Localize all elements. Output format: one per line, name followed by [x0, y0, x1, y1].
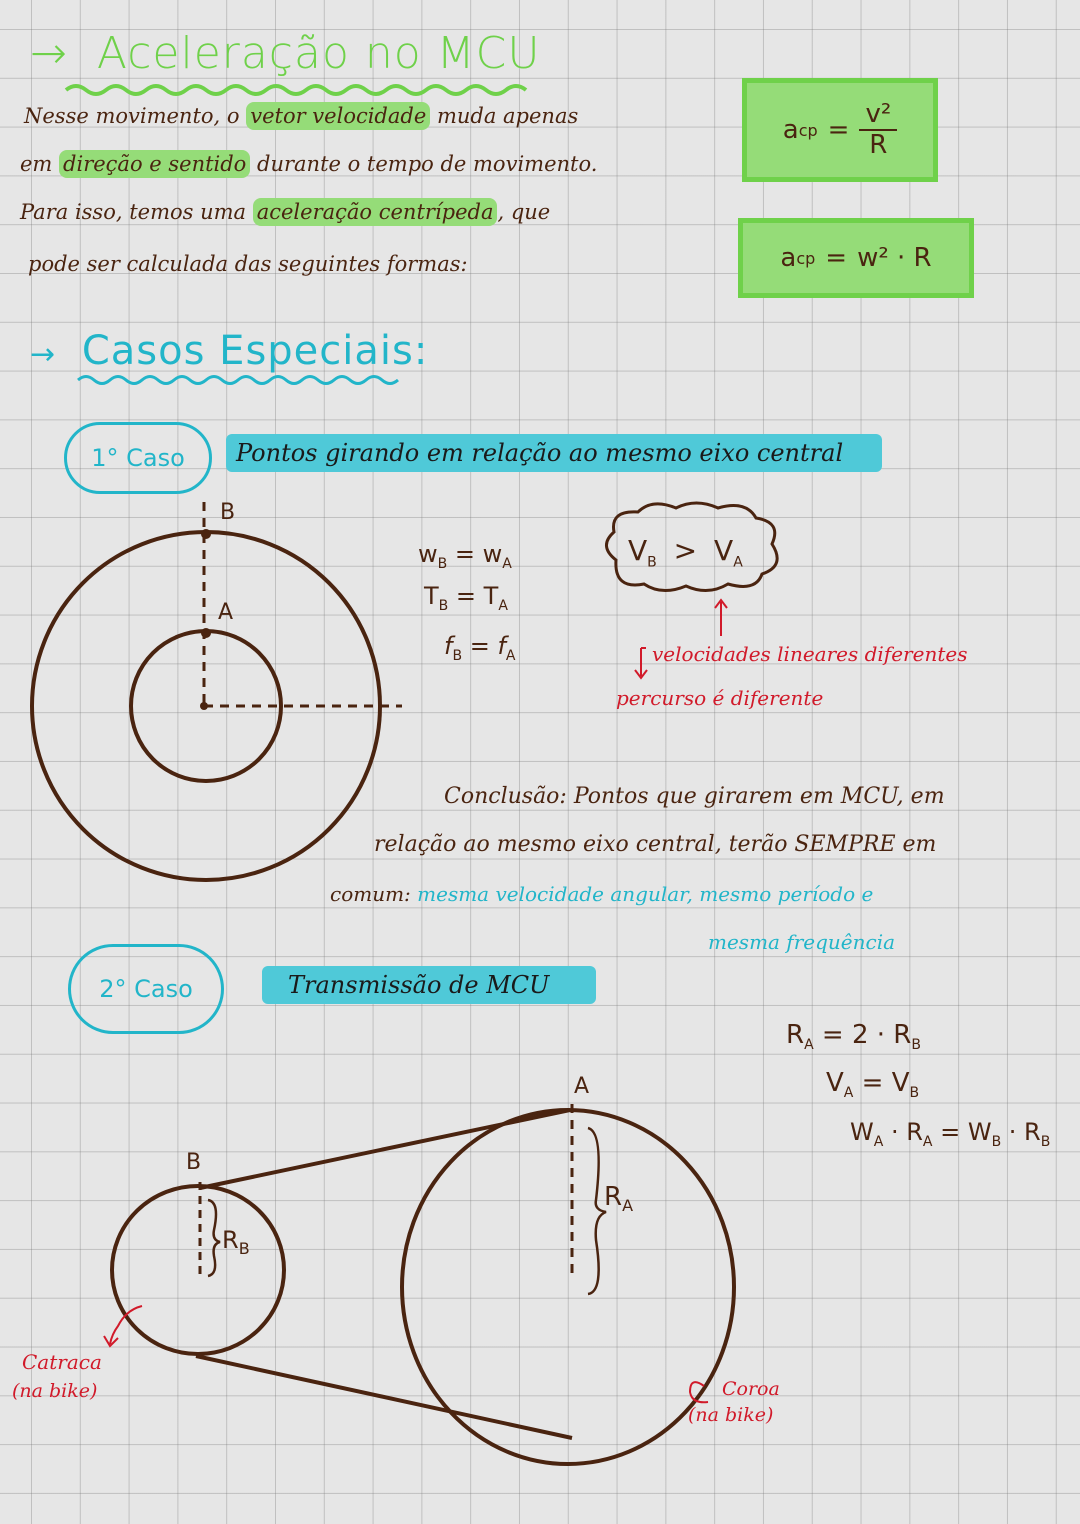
case2-badge: 2° Caso	[68, 944, 224, 1034]
title-wavy-underline	[66, 80, 526, 100]
red-arrow-down-icon	[634, 646, 648, 682]
case2-banner: Transmissão de MCU	[262, 966, 596, 1004]
red-arrow-up-icon	[714, 598, 728, 638]
radius-label-b: $R_B$	[222, 1226, 250, 1258]
equation-angular-radius: $W_A \cdot R_A = W_B \cdot R_B$	[850, 1118, 1051, 1150]
equation-period: $T_B = T_A$	[424, 582, 508, 614]
label-coroa: Coroa	[722, 1378, 780, 1400]
special-cases-arrow: →	[30, 337, 57, 372]
pulley-belt-diagram	[0, 1070, 820, 1450]
case1-banner: Pontos girando em relação ao mesmo eixo central	[226, 434, 882, 472]
label-coroa-bike: (na bike)	[688, 1404, 774, 1426]
formula-box-v2-over-r: a cp = $\frac{\text{v²}}{R}$	[742, 78, 938, 182]
page-title	[30, 28, 541, 79]
case1-badge: 1° Caso	[64, 422, 212, 494]
special-cases-heading: → Casos Especiais:	[30, 328, 429, 374]
pulley-point-a: A	[574, 1074, 590, 1099]
equation-radius-relation: $R_A = 2 \cdot R_B$	[786, 1020, 921, 1054]
intro-line-1: Nesse movimento, o vetor velocidade muda apenas	[24, 104, 579, 128]
conclusion-line-1: Conclusão: Pontos que girarem em MCU, em	[444, 784, 945, 809]
equation-frequency: $f_B = f_A$	[444, 632, 516, 664]
highlight-velocity-vector: vetor velocidade	[246, 102, 430, 130]
conclusion-teal-highlight: mesma velocidade angular, mesmo período e	[417, 882, 874, 906]
label-catraca-bike: (na bike)	[12, 1380, 98, 1402]
equation-angular-velocity: $w_B = w_A$	[418, 540, 512, 572]
pulley-point-b: B	[186, 1150, 202, 1175]
title-arrow: →	[30, 28, 68, 79]
radius-label-a: $R_A$	[604, 1182, 634, 1216]
label-catraca: Catraca	[22, 1350, 102, 1374]
intro-line-3: Para isso, temos uma aceleração centrípeda , que	[20, 200, 551, 224]
note-path-different: percurso é diferente	[616, 686, 824, 710]
special-cases-wavy-underline	[78, 372, 408, 388]
equation-linear-velocity: $V_A = V_B$	[826, 1068, 920, 1102]
intro-line-2: em direção e sentido durante o tempo de movimento.	[20, 152, 598, 176]
highlight-centripetal: aceleração centrípeda	[253, 198, 498, 226]
velocity-comparison: $V_B > V_A$	[628, 534, 743, 571]
conclusion-line-4: mesma frequência	[708, 930, 896, 954]
note-linear-velocities: velocidades lineares diferentes	[652, 642, 968, 666]
concentric-circles-diagram	[0, 490, 420, 910]
formula-box-w2-r: a cp = w² · R	[738, 218, 974, 298]
highlight-direction: direção e sentido	[59, 150, 250, 178]
point-label-a: A	[218, 600, 234, 625]
conclusion-line-3: comum: mesma velocidade angular, mesmo período e	[330, 882, 874, 906]
point-label-b: B	[220, 500, 236, 525]
intro-line-4: pode ser calculada das seguintes formas:	[28, 252, 468, 276]
conclusion-line-2: relação ao mesmo eixo central, terão SEMPRE em	[374, 832, 937, 857]
fraction: $\frac{\text{v²}}{R}$	[859, 100, 897, 159]
title-text: Aceleração no MCU	[96, 28, 541, 79]
